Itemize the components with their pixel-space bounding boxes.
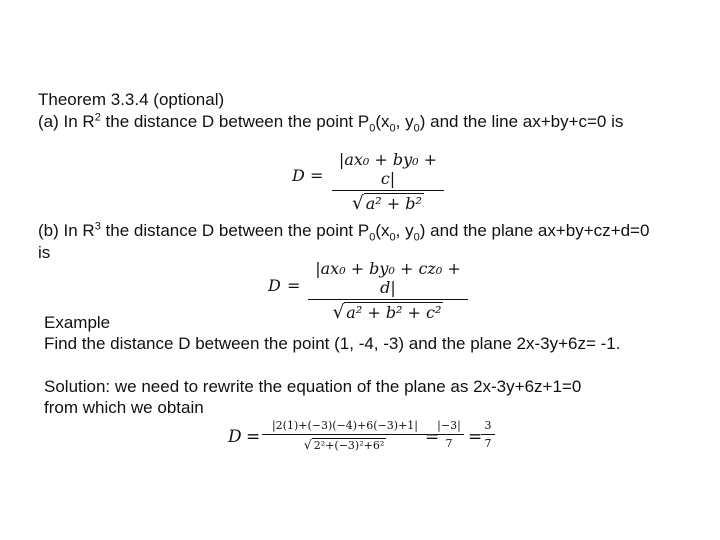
part-a-dimension: 2 (94, 111, 101, 124)
example-heading: Example (44, 313, 111, 332)
fraction-bar (434, 434, 464, 435)
point-open: (x (375, 112, 390, 131)
formula-b-eq: = (287, 276, 301, 295)
part-b-suffix: and the plane ax+by+cz+d=0 (425, 221, 650, 240)
formula-c-numerator-3: 3 (484, 419, 492, 432)
formula-c-lhs: D (228, 427, 242, 447)
formula-c-eq3: = (468, 427, 483, 447)
formula-a-denominator (332, 193, 444, 214)
y-subscript: 0 (413, 122, 420, 135)
formula-c-fraction-3 (481, 419, 495, 450)
formula-c-fraction-1 (262, 419, 428, 452)
sqrt-icon: √ (332, 302, 345, 323)
y-subscript: 0 (413, 231, 420, 244)
fraction-bar (481, 434, 495, 435)
x-subscript: 0 (389, 122, 396, 135)
formula-c-eq2: = (425, 427, 440, 447)
formula-a-numerator: |ax₀ + by₀ + c| (338, 150, 438, 188)
formula-a-fraction (332, 150, 444, 214)
example-solution: Solution: we need to rewrite the equation of the plane as 2x-3y+6z+1=0 (44, 377, 582, 396)
formula-b-numerator: |ax₀ + by₀ + cz₀ + d| (315, 259, 461, 297)
point-subscript: 0 (369, 231, 376, 244)
example-problem: Find the distance D between the point (1, -4, -3) and the plane 2x-3y+6z= -1. (44, 334, 621, 353)
part-b-statement (38, 220, 650, 244)
x-subscript: 0 (389, 231, 396, 244)
formula-a-lhs: D (292, 166, 305, 185)
part-b-dimension: 3 (94, 220, 101, 233)
formula-c-eq1: = (246, 427, 261, 447)
point-subscript: 0 (369, 122, 376, 135)
part-b-continuation: is (38, 243, 51, 262)
formula-a-radicand: a² + b² (365, 194, 422, 213)
point-close: ) (419, 221, 426, 240)
fraction-bar (262, 434, 428, 435)
theorem-title: Theorem 3.3.4 (optional) (38, 90, 225, 109)
formula-c-numerator-2: |−3| (437, 419, 461, 432)
part-a-mid: the distance D between the point P (100, 112, 370, 131)
formula-c-denominator-1 (262, 437, 428, 452)
point-close: ) (419, 112, 426, 131)
part-a-prefix: (a) In R (38, 112, 95, 131)
formula-c-denominator-3: 7 (484, 437, 492, 450)
formula-b-lhs: D (268, 276, 281, 295)
part-a-suffix: and the line ax+by+c=0 is (425, 112, 624, 131)
fraction-bar (308, 299, 468, 300)
formula-c-fraction-2 (434, 419, 464, 450)
fraction-bar (332, 190, 444, 191)
formula-c-denominator-2: 7 (445, 437, 453, 450)
point-comma: , y (395, 221, 414, 240)
formula-a-eq: = (310, 166, 324, 185)
formula-c-numerator-1: |2(1)+(−3)(−4)+6(−3)+1| (271, 419, 419, 432)
formula-b-radicand: a² + b² + c² (346, 303, 442, 322)
point-open: (x (375, 221, 390, 240)
part-a-statement (38, 111, 624, 135)
part-b-mid: the distance D between the point P (100, 221, 370, 240)
sqrt-icon: √ (352, 193, 364, 214)
example-obtain: from which we obtain (44, 398, 204, 417)
part-b-prefix: (b) In R (38, 221, 95, 240)
formula-b-denominator (308, 302, 468, 323)
formula-c-radicand: 2²+(−3)²+6² (313, 439, 385, 452)
point-comma: , y (395, 112, 414, 131)
sqrt-icon: √ (303, 437, 312, 452)
formula-b-fraction (308, 259, 468, 323)
